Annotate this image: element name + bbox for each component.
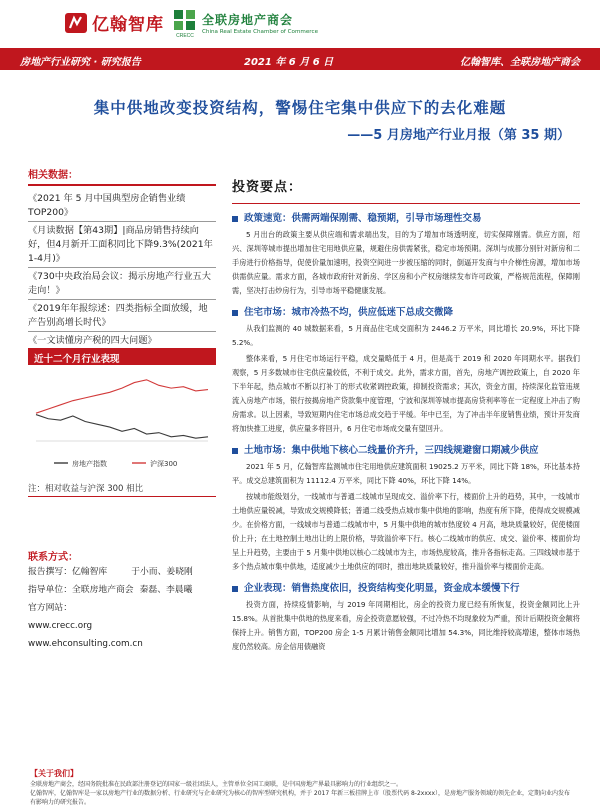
report-info-bar [0, 48, 600, 70]
contact-row [28, 599, 216, 617]
contact-label: 指导单位： [28, 585, 72, 595]
related-data-heading: 相关数据： [28, 170, 78, 181]
section-land-market [232, 444, 580, 574]
related-data-link[interactable]: 《2021 年 5 月中国典型房企销售业绩 TOP200》 [28, 192, 216, 222]
related-data-link[interactable]: 《一文读懂房产税的四大问题》 [28, 334, 216, 350]
section-enterprise [232, 582, 580, 654]
ehconsulting-logo [64, 10, 164, 35]
report-authors-org: 亿翰智库、全联房地产商会 [460, 57, 580, 68]
contact-value: 全联房地产商会 [72, 585, 134, 595]
section-paragraph: 按城市能级划分，一线城市与普通二线城市呈现成交、溢价率下行，楼面价上升的趋势，其中，一线城市土地供应量锐减，导致成交规模降低；普通二线受热点城市集中供地的影响，热度有所下降，使得成交规模减少。在价格方面，一线城市与普通二线城市中，5 月集中供地的城市热度较 4 月高，地块质量较好，促使楼面价上升；在土地控制土地出让的上限价格，导致溢价率下行。核心二线城市的供应、成交、溢价率、楼面价均呈上升趋势，主要由于 5 月集中供地以核心二线城市为主，市场热度较高，推升各指标走高。三四线城市基于多个热点城市集中供地，适度减少土地供应的同时，推出地块质量较好，推升溢价率与楼面价走高。 [232, 492, 580, 571]
report-category: 房地产行业研究 · 研究报告 [20, 57, 141, 68]
ehconsulting-logo-text: 亿翰智库 [92, 15, 164, 35]
report-date: 2021 年 6 月 6 日 [244, 57, 334, 68]
legend-label-0: 房地产指数 [72, 460, 107, 468]
about-us-text [30, 780, 570, 807]
about-crecc: 全联房地产商会，经国务院批准在民政部注册登记的国家一级社团法人，主管单位全国工商联，是中国房地产界最具影响力的行业组织之一。 [30, 781, 403, 788]
contact-value: 亿翰智库 [72, 567, 108, 577]
section-heading: 住宅市场：城市冷热不均，供应低迷下总成交微降 [232, 306, 580, 320]
related-data-link[interactable]: 《月读数据【第43期】|商品房销售持续向好，但4月新开工面积同比下降9.3%(2021年1-4月)》 [28, 224, 216, 268]
crecc-name-cn: 全联房地产商会 [202, 13, 294, 27]
bullet-square-icon [232, 586, 238, 592]
section-heading: 土地市场：集中供地下核心二线量价齐升，三四线规避窗口期减少供应 [232, 444, 580, 458]
contact-row [28, 635, 216, 653]
ehconsulting-logo-icon [64, 11, 88, 35]
section-paragraph: 整体来看，5 月住宅市场运行平稳，成交量略低于 4 月，但是高于 2019 和 2020 年同期水平。据我们观察，5 月多数城市住宅供应量较低，不利于成交。此外，需求方面，首先，房地产调控政策上，自 2020 年下半年起，热点城市不断以打补丁的形式收紧调控政策，抑制投资需求；其次，资金方面，持续深化监管违规流入房地产市场，银行按揭房地产贷款集中度管理，宁波和深圳等城市提高房贷利率等在一定程度上冲击了购房需求。以上因素，导致短期内住宅市场总成交趋于平缓。年中已至，为了冲击半年度销售业绩，预计开发商将加快推工进度，供应量多将回升，6 月住宅市场成交量有望回升。 [232, 354, 580, 433]
chart-note: 注：相对收益与沪深 300 相比 [28, 484, 144, 494]
bullet-square-icon [232, 216, 238, 222]
investment-highlights [232, 176, 580, 654]
report-title: 集中供地改变投资结构，警惕住宅集中供应下的去化难题 [93, 99, 507, 117]
website-link[interactable]: www.ehconsulting.com.cn [28, 639, 143, 649]
section-housing-market [232, 306, 580, 436]
section-paragraph: 从我们监测的 40 城数据来看，5 月商品住宅成交面积为 2446.2 万平米，同比增长 20.9%，环比下降 5.2%。 [232, 324, 580, 347]
contact-extra: 于小而、姜晓刚 [131, 567, 193, 577]
about-us-footer [0, 768, 600, 806]
section-paragraph: 2021 年 5 月，亿翰智库监测城市住宅用地供应建筑面积 19025.2 万平米，同比下降 18%，环比基本持平。成交总建筑面积为 11112.4 万平米，同比下降 40%，环比下降 14%。 [232, 462, 580, 485]
bullet-square-icon [232, 310, 238, 316]
contact-row [28, 581, 216, 599]
divider [28, 496, 216, 497]
report-subtitle: ——5 月房地产行业月报（第 35 期） [347, 128, 570, 143]
crecc-name-en: China Real Estate Chamber of Commerce [202, 29, 319, 35]
related-data-link[interactable]: 《730中央政治局会议：揭示房地产行业五大走向！》 [28, 270, 216, 300]
contact-label: 报告撰写： [28, 567, 72, 577]
industry-performance-chart [28, 348, 216, 478]
legend-label-1: 沪深300 [150, 460, 178, 468]
crecc-logo-icon [172, 8, 198, 38]
divider [28, 184, 216, 186]
related-data-list [28, 192, 216, 350]
series-line-1 [36, 380, 208, 413]
highlights-heading: 投资要点： [232, 180, 303, 195]
bullet-square-icon [232, 448, 238, 454]
section-heading: 政策速览：供需两端保刚需、稳预期，引导市场理性交易 [232, 212, 580, 226]
report-header [0, 0, 600, 48]
crecc-logo [172, 8, 318, 38]
chart-title: 近十二个月行业表现 [28, 349, 216, 365]
section-heading: 企业表现：销售热度依旧，投资结构变化明显，资金成本缓慢下行 [232, 582, 580, 596]
website-link[interactable]: www.crecc.org [28, 621, 93, 631]
section-paragraph: 投资方面，持续疫情影响，与 2019 年同期相比，房企的投资力度已经有所恢复，投资金额同比上升 15.8%。从首批集中供地的热度来看，房企投资意愿较强，不过冷热不均现象较为严重，预计后期投资金额将保持上升。销售方面，TOP200 房企 1-5 月累计销售金额同比增加 54.3%，同比维持较高增速，整体市场热度仍然较高。房企信用债融资 [232, 600, 580, 651]
contact-row [28, 563, 216, 581]
contact-heading: 联系方式： [28, 552, 78, 563]
contact-panel [28, 548, 216, 653]
about-us-heading: 【关于我们】 [30, 769, 78, 778]
section-policy [232, 212, 580, 298]
related-data-link[interactable]: 《2019年年报综述：四类指标全面放缓，地产告别高增长时代》 [28, 302, 216, 332]
chart-plot [28, 365, 216, 477]
crecc-logo-sub: CRECC [176, 33, 194, 39]
contact-label: 官方网站： [28, 603, 72, 613]
section-paragraph: 5 月出台的政策主要从供应端和需求端出发，目的为了增加市场透明度，切实保障刚需。供应方面，绍兴、深圳等城市提出增加住宅用地供应量，规避住房供需紧张，稳定市场预期。深圳与成都分别针对新房和二手房进行价格指导，促使价量加速明，投资空间进一步被压缩的同时，倒逼开发商与中介梯性房源，增加市场供需供应量。需求方面，各城市政府针对新房、学区房和小产权房继续发布许可政策，严格规范流程，保障刚需，坚决打击炒房行为，引导市场平稳健康发展。 [232, 230, 580, 295]
divider [232, 203, 580, 204]
contact-row [28, 617, 216, 635]
contact-extra: 秦磊、李晨曦 [139, 585, 193, 595]
related-data-panel [28, 166, 216, 352]
about-ehconsulting: 亿翰智库，亿翰智库是一家以房地产行业的数据分析、行业研究与企业研究为核心的智库型研究机构，并于 2017 年新三板挂牌上市（股票代码 8-2xxxx），是房地产服务领域的领先企业，定期向业内发布有影响力的研究报告。 [30, 790, 570, 806]
series-line-0 [36, 415, 208, 439]
